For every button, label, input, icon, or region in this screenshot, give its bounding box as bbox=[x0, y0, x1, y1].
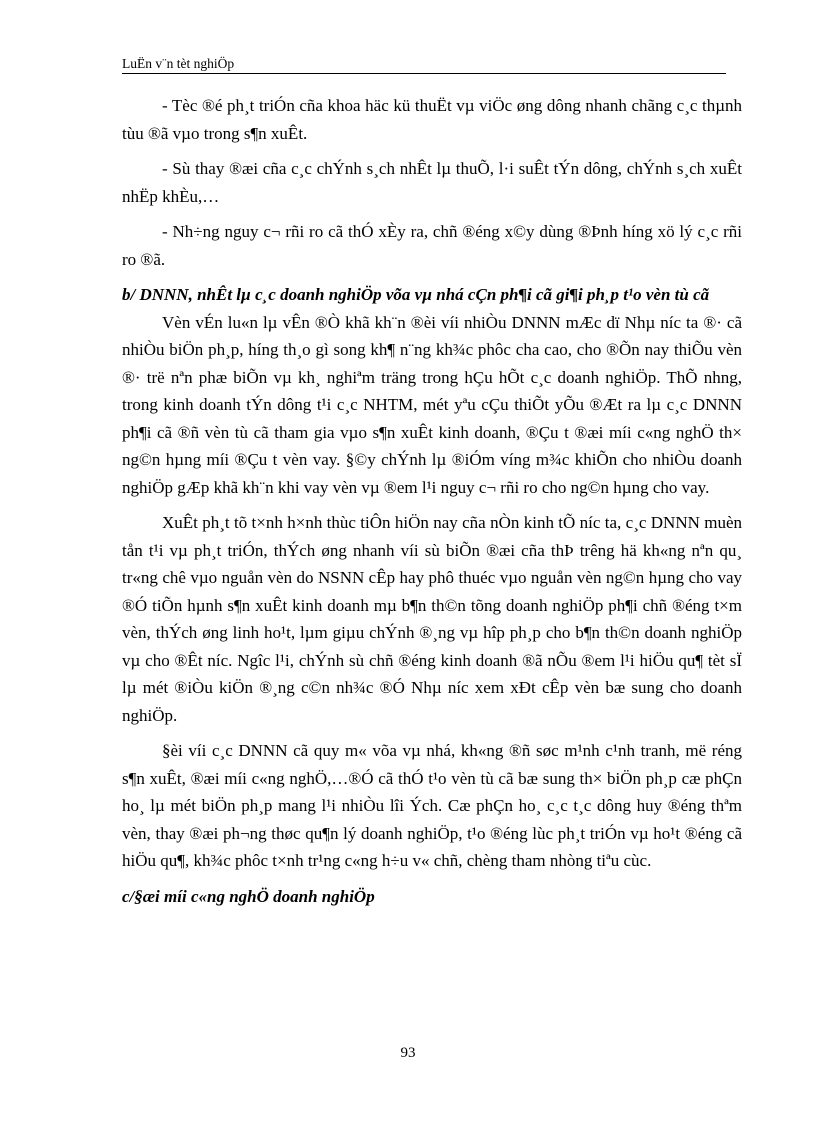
page-number: 93 bbox=[400, 1045, 416, 1061]
page-header: LuËn v¨n tèt nghiÖp bbox=[122, 56, 726, 74]
paragraph-capital-difficulty: Vèn vÉn lu«n lµ vÊn ®Ò khã kh¨n ®èi víi nhiÒu DNNN mÆc dï Nhµ níc ta ®· cã nhiÒu biÖn ph¸p, híng th¸o gì song kh¶ n¨ng kh¾c phôc cha cao, cho ®Õn nay thiÕu vèn ®· trë nªn phæ biÕn vµ kh¸ nghiªm träng trong hÇu hÕt c¸c doanh nghiÖp. ThÕ nhng, trong kinh doanh tÝn dông t¹i c¸c NHTM, mét yªu cÇu thiÕt yÕu ®Æt ra lµ c¸c DNNN ph¶i cã ®ñ vèn tù cã tham gia vµo s¶n xuÊt kinh doanh, ®Çu t ®æi míi c«ng nghÖ th× ng©n hµng míi ®Çu t vèn vay. §©y chÝnh lµ ®iÓm víng m¾c khiÕn cho nhiÒu doanh nghiÖp gÆp khã kh¨n khi vay vèn vµ ®em l¹i nguy c¬ rñi ro cho ng©n hµng cho vay. bbox=[122, 312, 742, 497]
paragraph-practical-situation: XuÊt ph¸t tõ t×nh h×nh thùc tiÔn hiÖn nay cña nÒn kinh tÕ níc ta, c¸c DNNN muèn tån t¹i vµ ph¸t triÓn, thÝch øng nhanh víi sù biÕn ®æi cña thÞ trêng hä kh«ng nªn qu¸ tr«ng chê vµo nguån vèn do NSNN cÊp hay phô thuéc vµo nguån vèn ng©n hµng cho vay ®Ó tiÕn hµnh s¶n xuÊt kinh doanh mµ b¶n th©n tõng doanh nghiÖp ph¶i chñ ®éng t×m vèn, thÝch øng linh ho¹t, lµm giµu chÝnh ®¸ng vµ hîp ph¸p cho b¶n th©n doanh nghiÖp vµ cho ®Êt níc. Ngîc l¹i, chÝnh sù chñ ®éng kinh doanh ®ã nÕu ®em l¹i hiÖu qu¶ tèt sÏ lµ mét ®iÒu kiÖn ®¸ng c©n nh¾c ®Ó Nhµ níc xem xÐt cÊp vèn bæ sung cho doanh nghiÖp. bbox=[122, 513, 742, 725]
paragraph-policy-changes: - Sù thay ®æi cña c¸c chÝnh s¸ch nhÊt lµ thuÕ, l·i suÊt tÝn dông, chÝnh s¸ch xuÊt nhËp khÈu,… bbox=[122, 159, 742, 206]
section-heading-c: c/§æi míi c«ng nghÖ doanh nghiÖp bbox=[122, 886, 375, 906]
paragraph-risk-handling: - Nh÷ng nguy c¬ rñi ro cã thÓ xÈy ra, chñ ®éng x©y dùng ®Þnh híng xö lý c¸c rñi ro ®ã. bbox=[122, 222, 742, 269]
section-heading-b: b/ DNNN, nhÊt lµ c¸c doanh nghiÖp võa vµ nhá cÇn ph¶i cã gi¶i ph¸p t¹o vèn tù cã bbox=[122, 285, 710, 304]
paragraph-equitization: §èi víi c¸c DNNN cã quy m« võa vµ nhá, kh«ng ®ñ søc m¹nh c¹nh tranh, më réng s¶n xuÊt, ®æi míi c«ng nghÖ,…®Ó cã thÓ t¹o vèn tù cã bæ sung th× biÖn ph¸p cæ phÇn ho¸ lµ mét biÖn ph¸p mang l¹i nhiÒu lîi Ých. Cæ phÇn ho¸ c¸c t¸c dông huy ®éng thªm vèn, thay ®æi ph¬ng thøc qu¶n lý doanh nghiÖp, t¹o ®éng lùc ph¸t triÓn vµ ho¹t ®éng cã hiÖu qu¶, kh¾c phôc t×nh tr¹ng c«ng h÷u v« chñ, chèng tham nhòng tiªu cùc. bbox=[122, 741, 742, 870]
document-body bbox=[122, 92, 742, 910]
paragraph-technology-speed: - Tèc ®é ph¸t triÓn cña khoa häc kü thuËt vµ viÖc øng dông nhanh chãng c¸c thµnh tùu ®ã vµo trong s¶n xuÊt. bbox=[122, 96, 742, 143]
